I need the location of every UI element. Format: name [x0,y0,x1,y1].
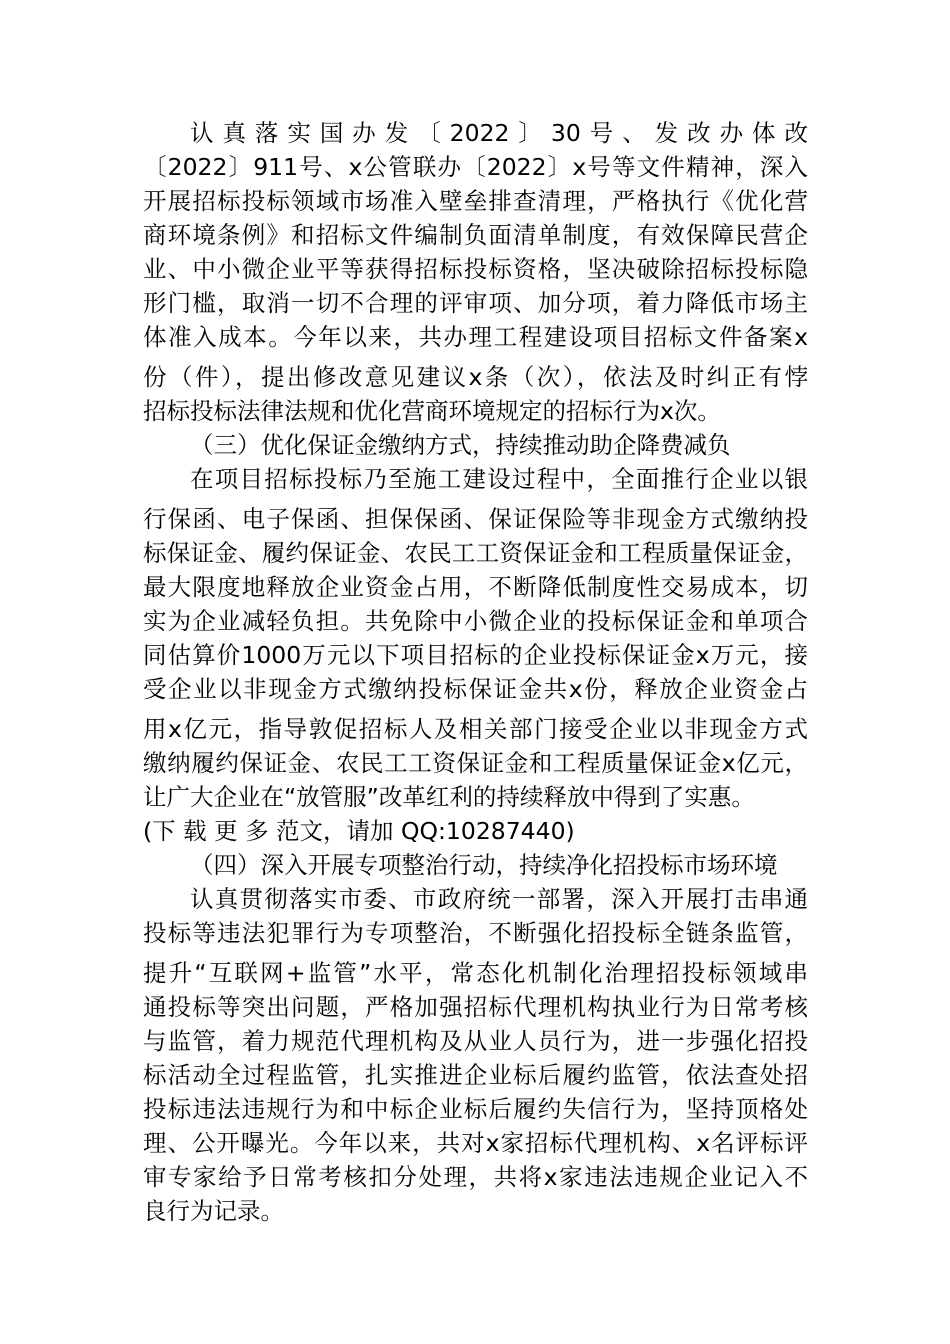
text-line: 业、中小微企业平等获得招标投标资格，坚决破除招标投标隐 [143,255,808,283]
text-line: 在项目招标投标乃至施工建设过程中，全面推行企业以银 [190,465,808,493]
text-line: 形门槛，取消一切不合理的评审项、加分项，着力降低市场主 [143,289,808,317]
section-heading: （三）优化保证金缴纳方式，持续推动助企降费减负 [190,431,731,459]
text-line: 审专家给予日常考核扣分处理，共将x家违法违规企业记入不 [143,1163,808,1191]
text-line: 与监管，着力规范代理机构及从业人员行为，进一步强化招投 [143,1027,808,1055]
text-line: 缴纳履约保证金、农民工工资保证金和工程质量保证金x亿元， [143,749,808,777]
text-line: 最大限度地释放企业资金占用，不断降低制度性交易成本，切 [143,573,808,601]
text-line: 认真贯彻落实市委、市政府统一部署，深入开展打击串通 [190,885,808,913]
download-notice: (下 载 更 多 范文，请加 QQ:10287440) [143,817,575,845]
text-line: 理、公开曝光。今年以来，共对x家招标代理机构、x名评标评 [143,1129,808,1157]
text-line: 商环境条例》和招标文件编制负面清单制度，有效保障民营企 [143,221,808,249]
text-line: 投标违法违规行为和中标企业标后履约失信行为，坚持顶格处 [143,1095,808,1123]
text-line: 招标投标法律法规和优化营商环境规定的招标行为x次。 [143,397,721,425]
text-line: 通投标等突出问题，严格加强招标代理机构执业行为日常考核 [143,993,808,1021]
text-line: 标活动全过程监管，扎实推进企业标后履约监管，依法查处招 [143,1061,808,1089]
text-line: 提升“互联网+监管”水平，常态化机制化治理招投标领域串 [143,959,808,987]
text-line: 认真落实国办发〔2022〕30号、发改办体改 [190,119,808,147]
text-line: 开展招标投标领域市场准入壁垒排查清理，严格执行《优化营 [143,187,808,215]
text-line: 投标等违法犯罪行为专项整治，不断强化招投标全链条监管， [143,919,808,947]
text-line: 受企业以非现金方式缴纳投标保证金共x份，释放企业资金占 [143,675,808,703]
text-line: 份（件），提出修改意见建议x条（次），依法及时纠正有悖 [143,363,808,391]
text-line: 〔2022〕911号、x公管联办〔2022〕x号等文件精神，深入 [143,153,808,181]
text-line: 用x亿元，指导敦促招标人及相关部门接受企业以非现金方式 [143,715,808,743]
text-line: 让广大企业在“放管服”改革红利的持续释放中得到了实惠。 [143,783,755,811]
text-line: 良行为记录。 [143,1197,284,1225]
text-line: 同估算价1000万元以下项目招标的企业投标保证金x万元，接 [143,641,808,669]
text-line: 标保证金、履约保证金、农民工工资保证金和工程质量保证金， [143,539,808,567]
text-line: 体准入成本。今年以来，共办理工程建设项目招标文件备案x [143,323,808,351]
text-line: 实为企业减轻负担。共免除中小微企业的投标保证金和单项合 [143,607,808,635]
text-line: 行保函、电子保函、担保保函、保证保险等非现金方式缴纳投 [143,505,808,533]
section-heading: （四）深入开展专项整治行动，持续净化招投标市场环境 [190,851,778,879]
